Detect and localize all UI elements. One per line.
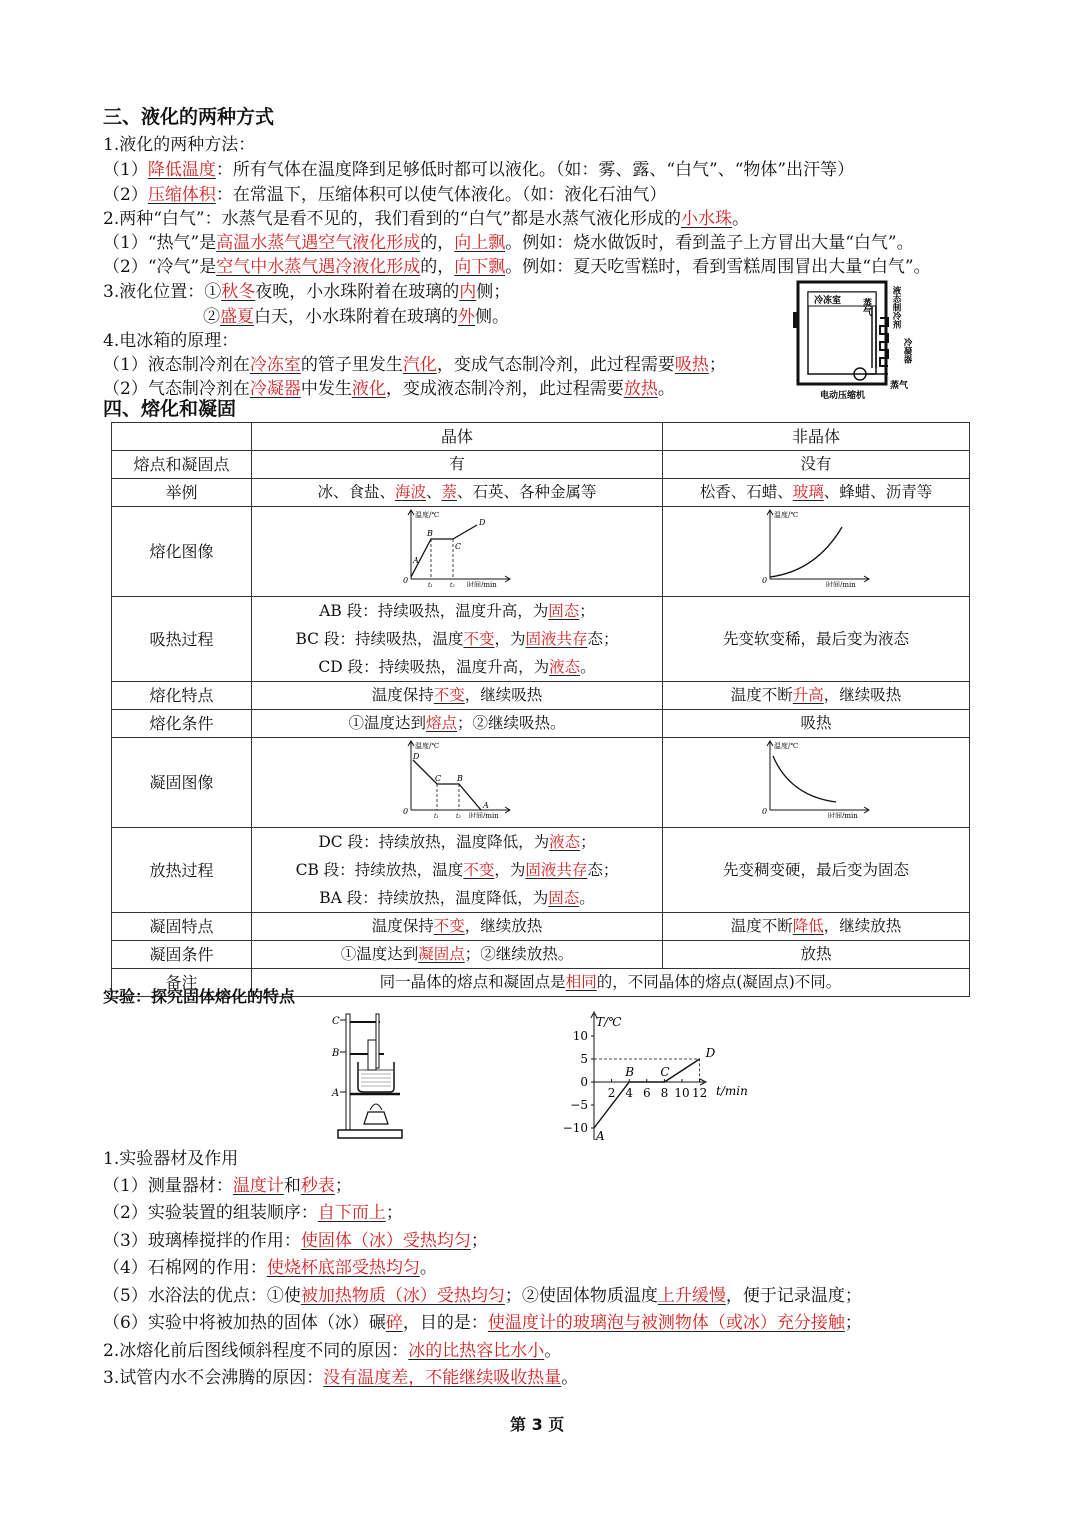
- origin-label: 0: [762, 807, 768, 816]
- answer: 小水珠: [680, 209, 732, 229]
- table-cell: [663, 507, 970, 597]
- fridge-diagram: [790, 276, 915, 402]
- section-3-title: 三、液化的两种方式: [103, 106, 275, 128]
- fridge-label-condenser: 冷凝器: [902, 338, 912, 364]
- answer: 不变: [433, 917, 465, 935]
- answer: 高温水蒸气遇空气液化形成: [216, 233, 421, 253]
- table-cell: 先变软变稀，最后变为液态: [663, 597, 970, 682]
- fridge-label-compressor: 电动压缩机: [820, 391, 866, 401]
- point-label-A: A: [483, 801, 489, 810]
- answer: 使温度计的玻璃泡与被测物体（或冰）充分接触: [487, 1313, 845, 1333]
- answer: 吸热: [674, 355, 709, 375]
- stand-label-B: B: [332, 1048, 340, 1059]
- table-cell: [252, 738, 663, 828]
- table-cell: 吸热: [663, 710, 970, 738]
- text-line: （2）“冷气”是空气中水蒸气遇冷液化形成的，向下飘。例如：夏天吃雪糕时，看到雪糕周围冒出大量“白气”。: [103, 257, 931, 277]
- answer: 不变: [463, 630, 495, 648]
- answer: 冰的比热容比水小: [408, 1341, 545, 1361]
- text-line: 3.试管内水不会沸腾的原因：没有温度差，不能继续吸收热量。: [103, 1368, 579, 1388]
- row-header: 凝固图像: [112, 738, 252, 828]
- answer: 压缩体积: [147, 185, 216, 205]
- page-number: 第 3 页: [510, 1415, 565, 1434]
- answer: 固态: [548, 889, 580, 907]
- text-line: （5）水浴法的优点：①使被加热物质（冰）受热均匀；②使固体物质温度上升缓慢，便于记录温度；: [103, 1286, 862, 1306]
- y-tick-label: −10: [562, 1121, 588, 1135]
- answer: 温度计: [232, 1176, 284, 1196]
- text-line: 3.液化位置：①秋冬夜晚，小水珠附着在玻璃的内侧；: [103, 282, 511, 302]
- answer: 液态: [549, 833, 581, 851]
- x-tick-label: 6: [642, 1086, 651, 1100]
- stand-label-A: A: [332, 1088, 340, 1099]
- point-label-D: D: [413, 752, 420, 761]
- table-cell: 温度保持不变，继续吸热: [252, 682, 663, 710]
- answer: 升高: [792, 686, 824, 704]
- answer: 液态: [549, 658, 581, 676]
- text-line: （1）测量器材：温度计和秒表；: [103, 1176, 352, 1196]
- table-cell: 温度不断降低，继续放热: [663, 913, 970, 941]
- axis-label-y: 温度/℃: [415, 742, 440, 750]
- text-line: 2.冰熔化前后图线倾斜程度不同的原因：冰的比热容比水小。: [103, 1341, 562, 1361]
- text-line: （4）石棉网的作用：使烧杯底部受热均匀。: [103, 1258, 437, 1278]
- point-label: D: [705, 1046, 716, 1060]
- axis-label-y: 温度/℃: [774, 742, 799, 750]
- answer: 放热: [623, 379, 658, 399]
- answer: 降低温度: [147, 160, 216, 180]
- x-tick-label: 12: [691, 1086, 708, 1100]
- answer: 外: [458, 307, 475, 327]
- x-tick-label: 10: [674, 1086, 690, 1100]
- col-header-crystal: 晶体: [252, 423, 663, 451]
- point-label-A: A: [413, 556, 419, 565]
- stand-label-C: C: [332, 1016, 340, 1027]
- answer: 汽化: [402, 355, 437, 375]
- y-tick-label: 10: [572, 1029, 588, 1043]
- axis-label-y: 温度/℃: [774, 511, 799, 519]
- text-line: （2）压缩体积：在常温下，压缩体积可以使气体液化。（如：液化石油气）: [103, 185, 667, 205]
- text-line: 4.电冰箱的原理：: [103, 331, 239, 351]
- answer: 相同: [565, 973, 597, 991]
- table-cell: 松香、石蜡、玻璃、蜂蜡、沥青等: [663, 479, 970, 507]
- tick-label-t2: t₂: [456, 813, 461, 818]
- table-cell: AB 段：持续吸热，温度升高，为固态； BC 段：持续吸热，温度不变，为固液共存态； CD 段：持续吸热，温度升高，为液态。: [252, 597, 663, 682]
- table-cell: 同一晶体的熔点和凝固点是相同的，不同晶体的熔点(凝固点)不同。: [252, 969, 970, 997]
- answer: 被加热物质（冰）受热均匀: [300, 1286, 505, 1306]
- table-cell: [252, 507, 663, 597]
- y-tick-label: 0: [580, 1075, 588, 1089]
- point-label: A: [596, 1129, 605, 1143]
- ice-melting-chart: [556, 1006, 756, 1148]
- x-tick-label: 4: [625, 1086, 634, 1100]
- answer: 秒表: [300, 1176, 335, 1196]
- point-label-C: C: [455, 542, 462, 551]
- amorphous-melting-graph: [756, 507, 876, 587]
- crystal-melting-graph: [397, 507, 517, 587]
- answer: 使固体（冰）受热均匀: [300, 1231, 471, 1251]
- answer: 盛夏: [220, 307, 254, 327]
- tick-label-t1: t₁: [434, 813, 439, 818]
- row-header: 备注: [112, 969, 252, 997]
- answer: 没有温度差，不能继续吸收热量: [323, 1368, 562, 1388]
- table-cell: ①温度达到熔点；②继续吸热。: [252, 710, 663, 738]
- point-label: B: [625, 1065, 635, 1079]
- origin-label: 0: [762, 576, 768, 585]
- answer: 不变: [433, 686, 465, 704]
- answer: 液化: [351, 379, 386, 399]
- experiment-title: 实验：探究固体熔化的特点: [103, 987, 296, 1006]
- text-line: 1.实验器材及作用: [103, 1149, 239, 1169]
- fridge-label-vapor: 蒸气: [861, 298, 871, 316]
- row-header: 举例: [112, 479, 252, 507]
- answer: 固液共存: [525, 630, 588, 648]
- answer: 碎: [385, 1313, 403, 1333]
- crystal-solidification-graph: [397, 738, 517, 818]
- row-header: 熔化条件: [112, 710, 252, 738]
- row-header: 放热过程: [112, 828, 252, 913]
- x-tick-label: 8: [660, 1086, 669, 1100]
- answer: 固态: [548, 602, 580, 620]
- text-line: （6）实验中将被加热的固体（冰）碾碎，目的是：使温度计的玻璃泡与被测物体（或冰）充分接触；: [103, 1313, 862, 1333]
- col-header-amorphous: 非晶体: [663, 423, 970, 451]
- row-header: 熔化图像: [112, 507, 252, 597]
- point-label-C: C: [435, 774, 442, 783]
- row-header: 熔化特点: [112, 682, 252, 710]
- answer: 冷凝器: [249, 379, 301, 399]
- y-tick-label: −5: [570, 1098, 588, 1112]
- answer: 海波: [394, 483, 426, 501]
- origin-label: 0: [403, 576, 409, 585]
- fridge-label-freezer: 冷冻室: [814, 296, 842, 306]
- answer: 冷冻室: [249, 355, 301, 375]
- answer: 内: [459, 282, 477, 302]
- apparatus-diagram: [328, 1010, 408, 1142]
- table-cell: 有: [252, 451, 663, 479]
- text-line: 1.液化的两种方法：: [103, 135, 256, 155]
- text-line: （2）气态制冷剂在冷凝器中发生液化，变成液态制冷剂，此过程需要放热。: [103, 379, 675, 399]
- table-cell: 先变稠变硬，最后变为固态: [663, 828, 970, 913]
- point-label-D: D: [479, 518, 486, 527]
- x-tick-label: 2: [607, 1086, 616, 1100]
- answer: 萘: [441, 483, 458, 501]
- text-line: 2.两种“白气”：水蒸气是看不见的，我们看到的“白气”都是水蒸气液化形成的小水珠。: [103, 209, 749, 229]
- text-line: （3）玻璃棒搅拌的作用：使固体（冰）受热均匀；: [103, 1231, 488, 1251]
- answer: 上升缓慢: [657, 1286, 726, 1306]
- text-line: （1）“热气”是高温水蒸气遇空气液化形成的，向上飘。例如：烧水做饭时，看到盖子上方冒出大量“白气”。: [103, 233, 914, 253]
- table-cell: 温度保持不变，继续放热: [252, 913, 663, 941]
- answer: 秋冬: [221, 282, 256, 302]
- table-cell: DC 段：持续放热，温度降低，为液态； CB 段：持续放热，温度不变，为固液共存态； BA 段：持续放热，温度降低，为固态。: [252, 828, 663, 913]
- answer: 自下而上: [317, 1203, 386, 1223]
- answer: 玻璃: [792, 483, 824, 501]
- answer: 空气中水蒸气遇冷液化形成: [216, 257, 421, 277]
- table-cell: 冰、食盐、海波、萘、石英、各种金属等: [252, 479, 663, 507]
- text-line: （1）液态制冷剂在冷冻室的管子里发生汽化，变成气态制冷剂，此过程需要吸热；: [103, 355, 726, 375]
- table-cell: ①温度达到凝固点；②继续放热。: [252, 941, 663, 969]
- origin-label: 0: [403, 807, 409, 816]
- answer: 凝固点: [418, 945, 465, 963]
- y-tick-label: 5: [580, 1052, 588, 1066]
- answer: 向下飘: [454, 257, 506, 277]
- axis-label-x: 时间/min: [469, 812, 499, 818]
- axis-label-x: 时间/min: [828, 812, 858, 818]
- point-label-B: B: [427, 529, 433, 538]
- guide-line: [594, 1059, 700, 1082]
- fridge-label-refrigerant: 液态制冷剂: [891, 286, 901, 329]
- tick-label-t1: t₁: [428, 582, 433, 587]
- point-label: C: [660, 1065, 670, 1079]
- table-cell: 没有: [663, 451, 970, 479]
- answer: 固液共存: [525, 861, 588, 879]
- amorphous-solidification-graph: [756, 738, 876, 818]
- answer: 向上飘: [454, 233, 506, 253]
- table-cell: 温度不断升高，继续吸热: [663, 682, 970, 710]
- row-header: 吸热过程: [112, 597, 252, 682]
- fridge-label-vapor2: 蒸气: [890, 381, 909, 391]
- table-cell: [663, 738, 970, 828]
- table-cell: 放热: [663, 941, 970, 969]
- axis-label-x: 时间/min: [467, 581, 497, 587]
- answer: 熔点: [425, 714, 457, 732]
- text-line: （2）实验装置的组装顺序：自下而上；: [103, 1203, 403, 1223]
- axis-label-x: 时间/min: [826, 581, 856, 587]
- row-header: 熔点和凝固点: [112, 451, 252, 479]
- y-axis-label: T/℃: [596, 1015, 622, 1029]
- answer: 降低: [792, 917, 824, 935]
- axis-label-y: 温度/℃: [415, 511, 440, 519]
- section-4-title: 四、熔化和凝固: [103, 398, 237, 420]
- text-line: ②盛夏白天，小水珠附着在玻璃的外侧。: [203, 307, 509, 327]
- melting-solidification-table: [111, 422, 970, 997]
- x-axis-label: t/min: [716, 1084, 748, 1098]
- point-label-B: B: [457, 774, 463, 783]
- text-line: （1）降低温度：所有气体在温度降到足够低时都可以液化。（如：雾、露、“白气”、“物体”出汗等）: [103, 160, 855, 180]
- answer: 使烧杯底部受热均匀: [266, 1258, 420, 1278]
- row-header: 凝固条件: [112, 941, 252, 969]
- answer: 不变: [463, 861, 495, 879]
- tick-label-t2: t₂: [450, 582, 455, 587]
- row-header: 凝固特点: [112, 913, 252, 941]
